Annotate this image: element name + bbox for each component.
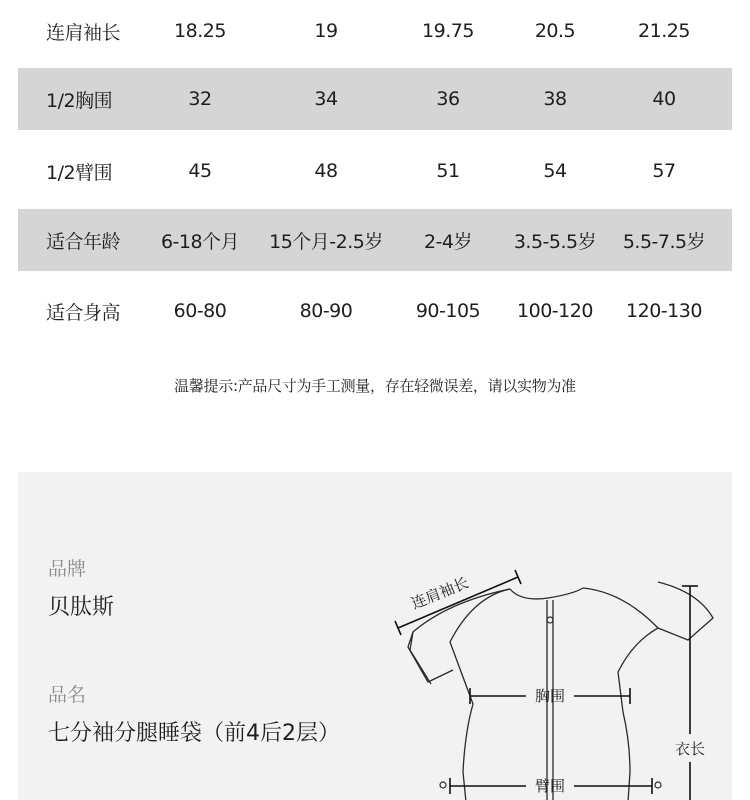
row-label: 适合身高 [46, 301, 121, 324]
table-cell: 19.75 [422, 20, 474, 42]
table-row [18, 280, 732, 342]
table-cell: 36 [436, 88, 460, 110]
table-row [18, 0, 732, 62]
size-table [18, 0, 732, 324]
table-cell: 2-4岁 [423, 230, 473, 253]
table-cell: 34 [314, 88, 338, 110]
brand-label: 品牌 [48, 558, 87, 580]
snap-button-icon [547, 617, 553, 623]
table-cell: 32 [188, 88, 212, 110]
sleeve-length-label: 连肩袖长 [408, 573, 472, 613]
snap-button-icon [655, 782, 661, 788]
garment-diagram [18, 472, 732, 800]
length-measure-line [682, 586, 698, 800]
table-cell: 100-120 [517, 300, 593, 322]
table-cell: 57 [652, 160, 676, 182]
table-cell: 80-90 [299, 300, 353, 322]
row-label: 1/2臂围 [46, 161, 113, 184]
table-cell: 5.5-7.5岁 [622, 230, 706, 253]
table-cell: 20.5 [534, 20, 576, 42]
row-label: 适合年龄 [46, 230, 121, 253]
table-cell: 40 [652, 88, 676, 110]
product-name-label: 品名 [48, 684, 87, 706]
table-cell: 18.25 [174, 20, 226, 42]
table-cell: 48 [314, 160, 338, 182]
product-info-panel [18, 472, 732, 800]
table-cell: 120-130 [626, 300, 702, 322]
table-row [18, 209, 732, 271]
table-cell: 60-80 [173, 300, 227, 322]
snap-button-icon [440, 782, 446, 788]
row-label: 连肩袖长 [46, 21, 121, 44]
table-cell: 90-105 [415, 300, 481, 322]
table-cell: 38 [543, 88, 567, 110]
table-cell: 15个月-2.5岁 [269, 230, 383, 253]
chest-label: 胸围 [534, 687, 566, 705]
table-cell: 51 [436, 160, 460, 182]
measurement-note: 温馨提示:产品尺寸为手工测量，存在轻微误差，请以实物为准 [174, 377, 576, 395]
table-cell: 6-18个月 [160, 230, 240, 253]
table-cell: 45 [188, 160, 212, 182]
brand-value: 贝肽斯 [48, 595, 115, 620]
length-label: 衣长 [674, 740, 706, 758]
arm-label: 臂围 [534, 777, 566, 795]
table-cell: 19 [314, 20, 338, 42]
table-cell: 54 [543, 160, 567, 182]
table-row [18, 68, 732, 130]
table-cell: 3.5-5.5岁 [513, 230, 597, 253]
table-row [18, 140, 732, 202]
table-cell: 21.25 [638, 20, 690, 42]
product-name-value: 七分袖分腿睡袋（前4后2层） [48, 721, 340, 746]
row-label: 1/2胸围 [46, 89, 113, 112]
